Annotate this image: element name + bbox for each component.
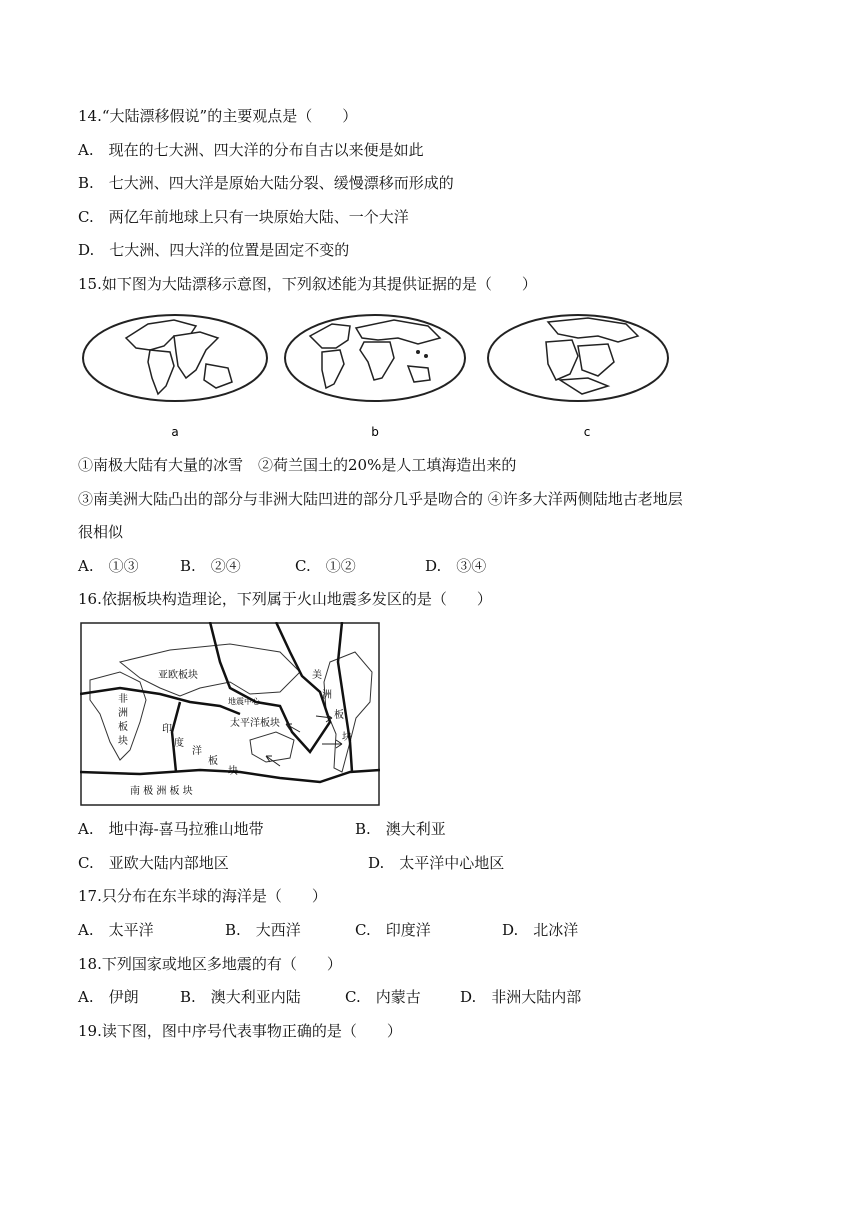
antarctic-plate-label: 南 极 洲 板 块 [130, 786, 193, 797]
american-plate-label-1: 美 [312, 670, 322, 681]
q14-stem: 14.“大陆漂移假说”的主要观点是（ ） [78, 107, 358, 125]
q14-option-b: B. 七大洲、四大洋是原始大陆分裂、缓慢漂移而形成的 [78, 174, 454, 192]
quake-center-label: 地震中心 [228, 697, 260, 706]
indian-plate-label-1: 印 [162, 724, 172, 735]
q17-stem: 17.只分布在东半球的海洋是（ ） [78, 887, 327, 905]
american-plate-label-3: 板 [334, 710, 344, 721]
q15-option-c: C. ①② [295, 557, 356, 575]
q19-stem: 19.读下图，图中序号代表事物正确的是（ ） [78, 1022, 402, 1040]
indian-plate-label-2: 度 [174, 738, 184, 749]
q14-option-a: A. 现在的七大洲、四大洋的分布自古以来便是如此 [78, 141, 424, 159]
african-plate-label-1: 非 [118, 694, 128, 705]
map-c-label: c [583, 425, 591, 439]
continental-drift-figure [78, 308, 718, 448]
african-plate-label-2: 洲 [118, 708, 128, 719]
q15-option-b: B. ②④ [180, 557, 241, 575]
pacific-plate-label: 太平洋板块 [230, 718, 280, 729]
plate-tectonics-map [80, 622, 380, 806]
q15-statements-line2: ③南美洲大陆凸出的部分与非洲大陆凹进的部分几乎是吻合的 ④许多大洋两侧陆地古老地层 [78, 490, 683, 508]
q14-option-d: D. 七大洲、四大洋的位置是固定不变的 [78, 241, 350, 259]
map-a-label: a [171, 425, 179, 439]
q17-option-a: A. 太平洋 [78, 921, 154, 939]
map-c [488, 315, 668, 401]
indian-plate-label-5: 块 [228, 766, 238, 777]
q17-option-d: D. 北冰洋 [502, 921, 579, 939]
q18-option-b: B. 澳大利亚内陆 [180, 988, 301, 1006]
eurasian-plate-label: 亚欧板块 [158, 670, 198, 681]
map-b-label: b [371, 425, 379, 439]
american-plate-label-4: 块 [342, 732, 352, 743]
q15-option-a: A. ①③ [78, 557, 139, 575]
q17-option-b: B. 大西洋 [225, 921, 301, 939]
american-plate-label-2: 洲 [322, 690, 332, 701]
q15-statements-line3: 很相似 [78, 523, 124, 541]
map-a [83, 315, 267, 401]
q16-option-d: D. 太平洋中心地区 [368, 854, 505, 872]
q18-option-a: A. 伊朗 [78, 988, 139, 1006]
q17-option-c: C. 印度洋 [355, 921, 431, 939]
q14-option-c: C. 两亿年前地球上只有一块原始大陆、一个大洋 [78, 208, 409, 226]
q15-statements-line1: ①南极大陆有大量的冰雪 ②荷兰国土的20%是人工填海造出来的 [78, 456, 517, 474]
indian-plate-label-3: 洋 [192, 746, 202, 757]
indian-plate-label-4: 板 [208, 756, 218, 767]
q16-option-c: C. 亚欧大陆内部地区 [78, 854, 229, 872]
q15-stem: 15.如下图为大陆漂移示意图，下列叙述能为其提供证据的是（ ） [78, 275, 537, 293]
q18-stem: 18.下列国家或地区多地震的有（ ） [78, 955, 342, 973]
map-b [285, 315, 465, 401]
q15-option-d: D. ③④ [425, 557, 487, 575]
q16-option-a: A. 地中海-喜马拉雅山地带 [78, 820, 264, 838]
african-plate-label-4: 块 [118, 736, 128, 747]
q16-stem: 16.依据板块构造理论，下列属于火山地震多发区的是（ ） [78, 590, 492, 608]
q16-option-b: B. 澳大利亚 [355, 820, 446, 838]
q18-option-d: D. 非洲大陆内部 [460, 988, 582, 1006]
african-plate-label-3: 板 [118, 722, 128, 733]
q18-option-c: C. 内蒙古 [345, 988, 421, 1006]
